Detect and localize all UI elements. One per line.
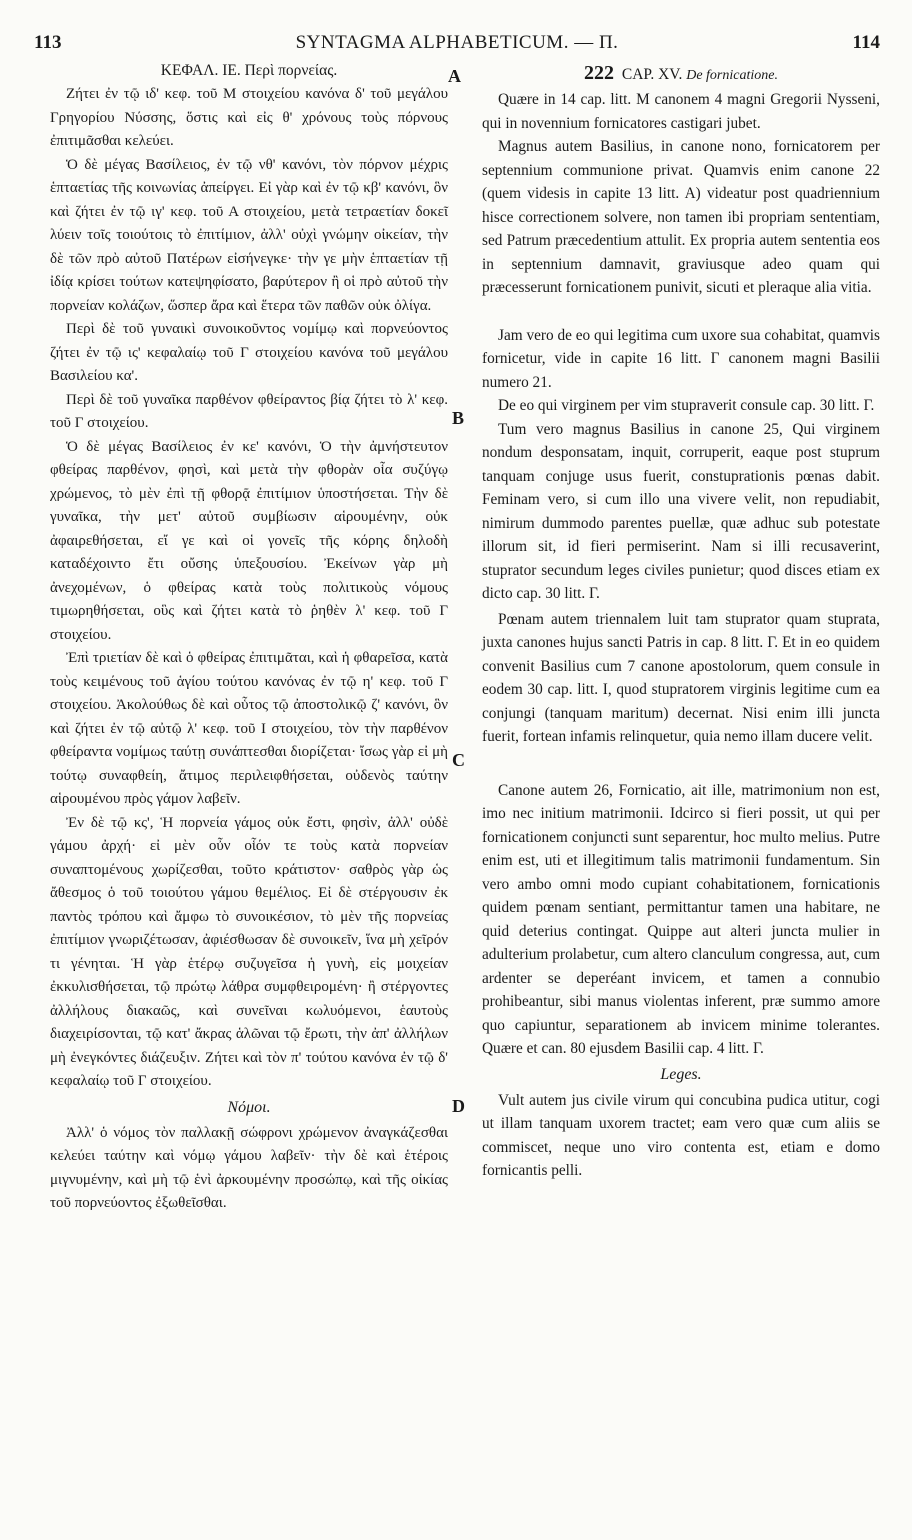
page-header bbox=[34, 32, 880, 56]
page-number-left: 113 bbox=[34, 32, 62, 53]
latin-chapter-title: De fornicatione. bbox=[686, 68, 778, 83]
page-number-right: 114 bbox=[852, 32, 880, 53]
greek-laws-heading: Νόμοι. bbox=[227, 1098, 271, 1116]
latin-paragraph: Pœnam autem triennalem luit tam stuprator quam stuprata, juxta canones hujus sancti Patris in cap. 8 litt. Γ. Et in eo quidem convenit Basilius cum 7 canone apostolorum, quem consule in eodem 30 cap. litt. I, quod stupratorem virginis legitime cum ea conjungi (tanquam maritum) decernat. Nisi enim illi juncta fuerit, fortean infamis relinquetur, quia nemo illam ducere velit. bbox=[482, 610, 880, 745]
latin-laws-paragraph: Vult autem jus civile virum qui concubina pudica utitur, cogi ut illam tanquam uxorem tractet; eam vero quæ cum aliis se commiscet, neque uno viro contenta est, etiam e domo fornicantis pelli. bbox=[482, 1091, 880, 1179]
greek-paragraph: Ὁ δὲ μέγας Βασίλειος ἐν κε' κανόνι, Ὁ τὴν ἀμνήστευτον φθείρας παρθένον, φησὶ, καὶ μετὰ τὴν φθορὰν οἷα συζύγῳ χρώμενος, τὸ μὲν ἐπὶ τῇ φθορᾷ ἐπιτίμιον ὑποστήσεται. Τὴν δὲ γυναῖκα, τὴν μετ' αὐτοῦ συμβίωσιν αἱρουμένην, οὐκ ἀφαιρεθήσεται, εἴ γε καὶ οἱ γονεῖς τῆς κόρης δηλοδὴ καταδέχοιντο ἔτι οὔσης ὑπεξουσίου. Ἐκείνων γὰρ μὴ ἀνεχομένων, ὁ φθείρας κατὰ τοὺς πολιτικοὺς νόμους τιμωρηθήσεται, οὓς καὶ ζήτει κατὰ τὸ ῥηθὲν λ' κεφ. τοῦ Γ στοιχείου. bbox=[50, 438, 448, 643]
latin-paragraph: Magnus autem Basilius, in canone nono, fornicatorem per septennium communione privat. Quamvis enim canone 22 (quem videsis in capite 13 litt. A) videatur post quadriennium hisce correctionem solvere, non tamen ibi propriam sententiam, sed Patrum præcedentium attulit. Ex propria autem sententia eos in septennium damnavit, graviusque adeo quam qui præcesserunt fornicationem punivit, sicuti et pleraque alia vitia. bbox=[482, 138, 880, 296]
greek-paragraph: Ἐπὶ τριετίαν δὲ καὶ ὁ φθείρας ἐπιτιμᾶται, καὶ ἡ φθαρεῖσα, κατὰ τοὺς κειμένους τοῦ ἁγίου τούτου κανόνας ἐν τῷ η' κεφ. τοῦ Γ στοιχείου. Ἀκολούθως δὲ καὶ οὗτος τῷ ἀποστολικῷ ζ' κανόνι, ὃν καὶ ζήτει ἐν τῷ αὐτῷ λ' κεφ. τοῦ Ι στοιχείου, τὸν τὴν παρθένον φθείραντα νομίμως ταύτῃ συνάπτεσθαι διορίζεται· ἴσως γὰρ εἰ μὴ τούτῳ συναφθείη, ἄτιμος περιλειφθήσεται, οὐδενὸς ταύτην αἱρουμένου πρὸς γάμον λαβεῖν. bbox=[50, 650, 448, 807]
greek-paragraph: Περὶ δὲ τοῦ γυναικὶ συνοικοῦντος νομίμῳ καὶ πορνεύοντος ζήτει ἐν τῷ ις' κεφαλαίῳ τοῦ Γ στοιχείου κανόνα τοῦ μεγάλου Βασιλείου κα'. bbox=[50, 321, 448, 384]
greek-chapter-heading: ΚΕΦΑΛ. ΙΕ. Περὶ πορνείας. bbox=[160, 62, 338, 79]
latin-chapter-label: CAP. XV. bbox=[621, 66, 683, 83]
greek-laws-paragraph: Ἀλλ' ὁ νόμος τὸν παλλακῇ σώφρονι χρώμενον ἀναγκάζεσθαι κελεύει ταύτην καὶ νόμῳ γάμου λαβεῖν· τὴν δὲ καὶ ἑτέροις μιγνυμένην, καὶ μὴ τῷ ἑνὶ ἀρκουμένην προσώπῳ, καὶ τῆς οἰκίας τοῦ πορνεύοντος ἐξωθεῖσθαι. bbox=[50, 1124, 448, 1211]
margin-marker-a: A bbox=[448, 66, 461, 86]
greek-paragraph: Ἐν δὲ τῷ κς', Ἡ πορνεία γάμος οὐκ ἔστι, φησὶν, ἀλλ' οὐδὲ γάμου ἀρχή· εἰ μὲν οὖν οἷόν τε τοὺς κατὰ πορνείαν συναπτομένους χωρίζεσθαι, τοῦτο κράτιστον· σαθρὸς γὰρ ὡς ἄθεσμος ὁ τοῦ τοιούτου γάμου θεμέλιος. Εἰ δὲ στέργουσιν ἐκ παντὸς τρόπου καὶ ἄμφω τὸ συνοικέσιον, τὸ μὲν τῆς πορνείας ἐπιτίμιον γνωριζέτωσαν, ἀφιέσθωσαν δὲ συνοικεῖν, ἵνα μὴ χεῖρόν τι γένηται. Ἡ γὰρ ἑτέρῳ συζυγεῖσα ἡ γυνὴ, εἰς μοιχείαν ἐκκυλισθήσεται, τῷ πρώτῳ λάθρα συμφθειρομένη· ἢ στέργοντες ἀλλήλους διακαῶς, καὶ συνεῖναι κωλυόμενοι, ἑαυτοὺς διαχειρίσονται, τῷ κατ' ἄκρας ἁλῶναι τῷ ἔρωτι, τὴν ἀπ' ἀλλήλων μὴ ἐνεγκόντες διάζευξιν. Ζήτει καὶ τὸν π' τούτου κανόνα ἐν τῷ δ' κεφαλαίῳ τοῦ Γ στοιχείου. bbox=[50, 814, 448, 1089]
margin-marker-b: B bbox=[452, 408, 465, 428]
latin-paragraph: Jam vero de eo qui legitima cum uxore sua cohabitat, quamvis fornicetur, vide in capite 16 litt. Γ canonem magni Basilii numero 21. bbox=[482, 326, 880, 391]
latin-chapter-heading bbox=[482, 62, 880, 85]
running-title: SYNTAGMA ALPHABETICUM. — Π. bbox=[295, 32, 619, 53]
greek-paragraph: Ζήτει ἐν τῷ ιδ' κεφ. τοῦ Μ στοιχείου κανόνα δ' τοῦ μεγάλου Γρηγορίου Νύσσης, ὅστις καὶ εἰς θ' χρόνους τοὺς πόρνους ἐπιτιμᾶσθαι κελεύει. bbox=[50, 86, 448, 149]
latin-column bbox=[482, 62, 880, 1183]
latin-paragraph: Quære in 14 cap. litt. M canonem 4 magni Gregorii Nysseni, qui in novennium fornicatores castigari jubet. bbox=[482, 91, 880, 132]
greek-paragraph: Ὁ δὲ μέγας Βασίλειος, ἐν τῷ νθ' κανόνι, τὸν πόρνον μέχρις ἑπταετίας τῆς κοινωνίας ἀπείργει. Εἰ γὰρ καὶ ἐν τῷ κβ' κανόνι, ὃν καὶ ζήτει ἐν τῷ ιγ' κεφ. τοῦ Α στοιχείου, μετὰ τετραετίαν δοκεῖ λύειν τοῖς τοιούτοις τὸ ἐπιτίμιον, ἀλλ' οὐχὶ γνώμην οἰκείαν, τὴν δὲ τῶν πρὸ αὐτοῦ Πατέρων εἰσήνεγκε· τὴν γε μὴν ἑπταετίαν τῇ ἰδίᾳ κρίσει τούτων κατεψηφίσατο, βαρύτερον ἢ οἱ πρὸ αὐτοῦ τὴν πορνείαν κολάζων, ὥσπερ ἄρα καὶ ἕτερα τῶν παθῶν οὐκ ὀλίγα. bbox=[50, 156, 448, 314]
latin-paragraph: Canone autem 26, Fornicatio, ait ille, matrimonium non est, imo nec initium matrimonii. Idcirco si fieri possit, ut qui per fornicationem conjuncti sunt separentur, hoc multo melius. Putre enim est, uti et illegitimum talis matrimonii fundamentum. Sin vero ambo omni modo cupiant cohabitationem, fornicationis quidem pœnam sentiant, permittantur tamen una habitare, ne quid deterius contingat. Quippe aut alteri juncta mulier in adulterium prolabetur, cum altero clanculum congressa, aut, cum ardenter se deperéant invicem, et tamen a connubio prohibeantur, sibi manus violentas inferent, præ summo amore quo capiuntur, separationem ab invicem minime tolerantes. Quære et can. 80 ejusdem Basilii cap. 4 litt. Γ. bbox=[482, 781, 880, 1057]
greek-paragraph: Περὶ δὲ τοῦ γυναῖκα παρθένον φθείραντος βίᾳ ζήτει τὸ λ' κεφ. τοῦ Γ στοιχείου. bbox=[50, 391, 448, 431]
latin-paragraph: De eo qui virginem per vim stupraverit consule cap. 30 litt. Γ. bbox=[498, 397, 875, 414]
latin-paragraph: Tum vero magnus Basilius in canone 25, Qui virginem nondum desponsatam, inquit, corruperit, eaque post stuprum tanquam conjuge usus fuerit, constuprationis pœnas dabit. Feminam vero, si cum illo una vivere velit, non repudiabit, nimirum dummodo parentes puellæ, quæ adhuc sub potestate illorum sit, id fieri permiserint. Nam si illi recusaverint, stuprator secundum leges civiles punietur; quod disces etiam ex dicto cap. 30 litt. Γ. bbox=[482, 420, 880, 602]
margin-marker-c: C bbox=[452, 750, 465, 770]
greek-column bbox=[50, 62, 448, 1216]
page-sequence-number: 222 bbox=[584, 62, 615, 84]
latin-laws-heading: Leges. bbox=[660, 1065, 702, 1083]
margin-marker-d: D bbox=[452, 1096, 465, 1116]
